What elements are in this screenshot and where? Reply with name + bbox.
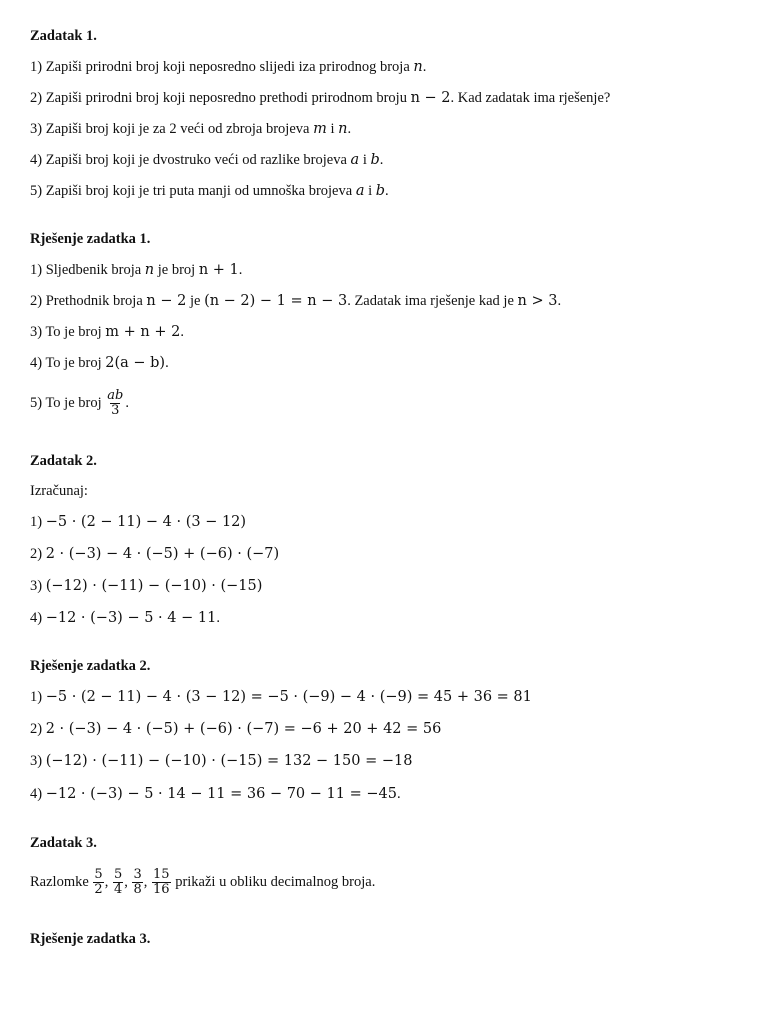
task-2-item-1: 1) −5 · (2 − 11) − 4 · (3 − 12): [30, 514, 247, 530]
task-2-item-3: 3) (−12) · (−11) − (−10) · (−15): [30, 578, 263, 594]
solution-1-item-4: 4) To je broj 2(a − b).: [30, 355, 169, 371]
solution-2-item-4: 4) −12 · (−3) − 5 · 14 − 11 = 36 − 70 − 11 = −45.: [30, 786, 401, 802]
solution-1-item-3: 3) To je broj m + n + 2.: [30, 324, 184, 340]
task-2-item-2: 2) 2 · (−3) − 4 · (−5) + (−6) · (−7): [30, 546, 280, 562]
solution-1-item-5: 5) To je broj $\frac{ab}{3}$ .: [30, 388, 129, 419]
fraction-15-16: $\frac{15}{16}$: [153, 867, 170, 898]
solution-1-item-2: 2) Prethodnik broja n − 2 je (n − 2) − 1 = n − 3. Zadatak ima rješenje kad je n > 3.: [30, 293, 562, 309]
task-1-item-3: 3) Zapiši broj koji je za 2 veći od zbroja brojeva m i n.: [30, 121, 352, 137]
task-1-item-1: 1) Zapiši prirodni broj koji neposredno slijedi iza prirodnog broja n.: [30, 59, 427, 75]
task-1-heading: Zadatak 1.: [30, 28, 97, 44]
task-1-item-4: 4) Zapiši broj koji je dvostruko veći od razlike brojeva a i b.: [30, 152, 384, 168]
solution-2-item-1: 1) −5 · (2 − 11) − 4 · (3 − 12) = −5 · (−9) − 4 · (−9) = 45 + 36 = 81: [30, 689, 532, 705]
solution-1-heading: Rješenje zadatka 1.: [30, 231, 151, 247]
fraction-5-2: $\frac{5}{2}$: [94, 867, 103, 898]
task-2-intro: Izračunaj:: [30, 483, 88, 499]
solution-1-item-1: 1) Sljedbenik broja n je broj n + 1.: [30, 262, 243, 278]
fraction-ab-over-3: $\frac{ab}{3}$: [107, 388, 124, 419]
task-2-heading: Zadatak 2.: [30, 453, 97, 469]
task-3-heading: Zadatak 3.: [30, 835, 97, 851]
solution-2-item-3: 3) (−12) · (−11) − (−10) · (−15) = 132 − 150 = −18: [30, 753, 413, 769]
solution-3-heading: Rješenje zadatka 3.: [30, 931, 151, 947]
task-2-item-4: 4) −12 · (−3) − 5 · 4 − 11.: [30, 610, 220, 626]
solution-2-item-2: 2) 2 · (−3) − 4 · (−5) + (−6) · (−7) = −6 + 20 + 42 = 56: [30, 721, 442, 737]
task-3-statement: Razlomke $\frac{5}{2}$ , $\frac{5}{4}$ , $\frac{3}{8}$ , $\frac{15}{16}$ prikaži u obliku decimalnog broja.: [30, 867, 376, 898]
task-1-item-5: 5) Zapiši broj koji je tri puta manji od umnoška brojeva a i b.: [30, 183, 389, 199]
fraction-3-8: $\frac{3}{8}$: [133, 867, 142, 898]
fraction-5-4: $\frac{5}{4}$: [113, 867, 123, 898]
task-1-item-2: 2) Zapiši prirodni broj koji neposredno prethodi prirodnom broju n − 2. Kad zadatak ima rješenje?: [30, 90, 611, 106]
solution-2-heading: Rješenje zadatka 2.: [30, 658, 151, 674]
